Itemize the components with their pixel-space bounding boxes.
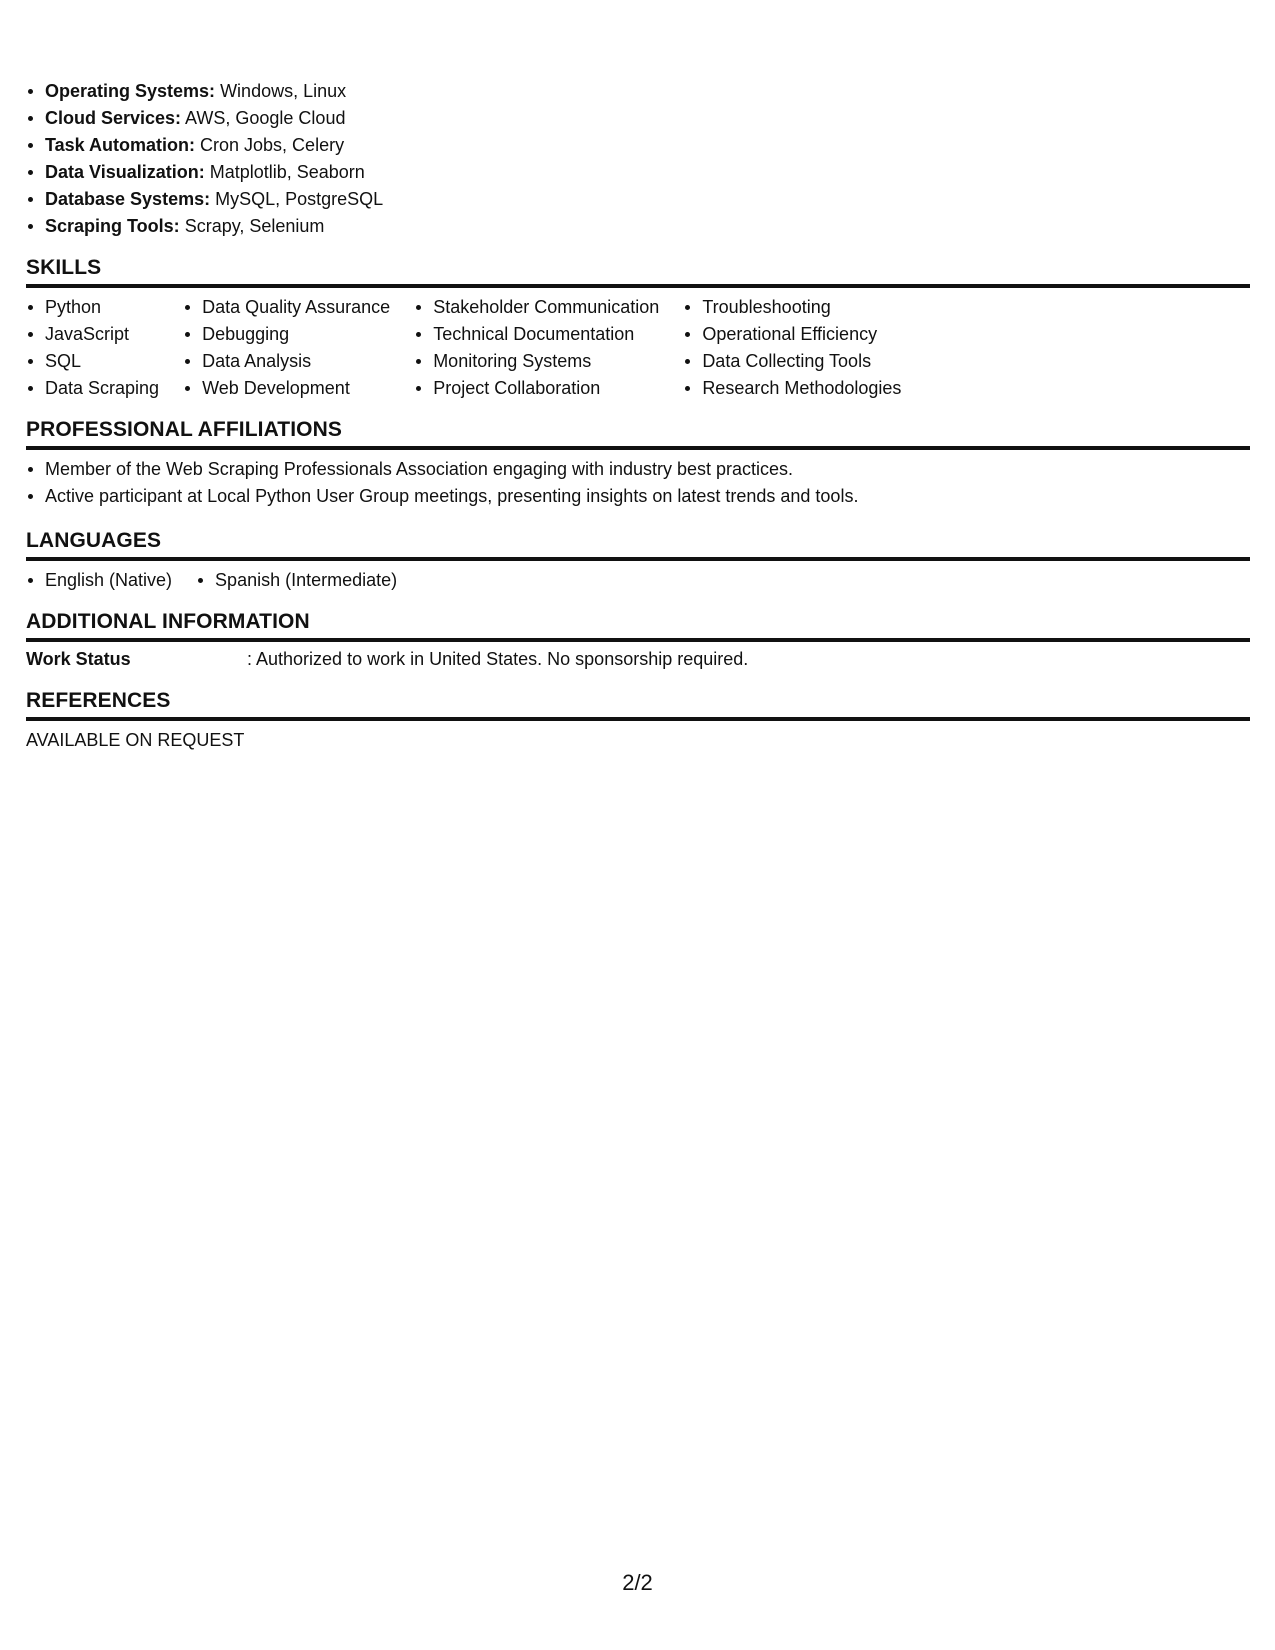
work-status-label: Work Status bbox=[26, 649, 131, 669]
item-label: Scraping Tools: bbox=[45, 216, 180, 236]
language-item: English (Native) bbox=[26, 567, 172, 594]
work-status-value: : Authorized to work in United States. No sponsorship required. bbox=[247, 649, 749, 669]
list-item bbox=[26, 78, 1250, 105]
skills-column bbox=[183, 294, 390, 402]
list-item bbox=[26, 213, 1250, 240]
item-label: Cloud Services: bbox=[45, 108, 182, 128]
item-label: Data Visualization: bbox=[45, 162, 205, 182]
list-item bbox=[26, 132, 1250, 159]
skills-column bbox=[683, 294, 901, 402]
affiliation-item: Active participant at Local Python User Group meetings, presenting insights on latest trends and tools. bbox=[26, 483, 1250, 510]
language-item: Spanish (Intermediate) bbox=[196, 567, 397, 594]
work-status-row bbox=[26, 646, 1250, 673]
skills-column bbox=[414, 294, 659, 402]
skill-item: Data Analysis bbox=[183, 348, 390, 375]
skill-item: JavaScript bbox=[26, 321, 159, 348]
list-item bbox=[26, 105, 1250, 132]
references-heading: REFERENCES bbox=[26, 687, 1250, 721]
skills-column bbox=[26, 294, 159, 402]
item-label: Database Systems: bbox=[45, 189, 211, 209]
skill-item: Operational Efficiency bbox=[683, 321, 901, 348]
languages-heading: LANGUAGES bbox=[26, 527, 1250, 561]
affiliation-item: Member of the Web Scraping Professionals Association engaging with industry best practices. bbox=[26, 456, 1250, 483]
resume-page bbox=[26, 78, 1250, 754]
skill-item: Data Collecting Tools bbox=[683, 348, 901, 375]
languages-list bbox=[26, 567, 1250, 594]
skills-heading: SKILLS bbox=[26, 254, 1250, 288]
item-value: Windows, Linux bbox=[215, 81, 347, 101]
item-value: MySQL, PostgreSQL bbox=[210, 189, 384, 209]
list-item bbox=[26, 186, 1250, 213]
item-value: AWS, Google Cloud bbox=[181, 108, 346, 128]
skill-item: SQL bbox=[26, 348, 159, 375]
list-item bbox=[26, 159, 1250, 186]
skill-item: Web Development bbox=[183, 375, 390, 402]
skill-item: Monitoring Systems bbox=[414, 348, 659, 375]
additional-info-heading: ADDITIONAL INFORMATION bbox=[26, 608, 1250, 642]
skill-item: Troubleshooting bbox=[683, 294, 901, 321]
skill-item: Project Collaboration bbox=[414, 375, 659, 402]
skill-item: Data Scraping bbox=[26, 375, 159, 402]
skill-item: Stakeholder Communication bbox=[414, 294, 659, 321]
page-number: 2/2 bbox=[622, 1570, 653, 1595]
item-label: Task Automation: bbox=[45, 135, 196, 155]
item-label: Operating Systems: bbox=[45, 81, 216, 101]
skill-item: Research Methodologies bbox=[683, 375, 901, 402]
technical-skills-list bbox=[26, 78, 1250, 240]
skill-item: Debugging bbox=[183, 321, 390, 348]
skills-grid bbox=[26, 294, 1250, 402]
references-text: AVAILABLE ON REQUEST bbox=[26, 730, 245, 750]
item-value: Cron Jobs, Celery bbox=[195, 135, 345, 155]
skill-item: Python bbox=[26, 294, 159, 321]
affiliations-list bbox=[26, 456, 1250, 510]
skill-item: Data Quality Assurance bbox=[183, 294, 390, 321]
item-value: Matplotlib, Seaborn bbox=[204, 162, 365, 182]
skill-item: Technical Documentation bbox=[414, 321, 659, 348]
item-value: Scrapy, Selenium bbox=[179, 216, 325, 236]
affiliations-heading: PROFESSIONAL AFFILIATIONS bbox=[26, 416, 1250, 450]
